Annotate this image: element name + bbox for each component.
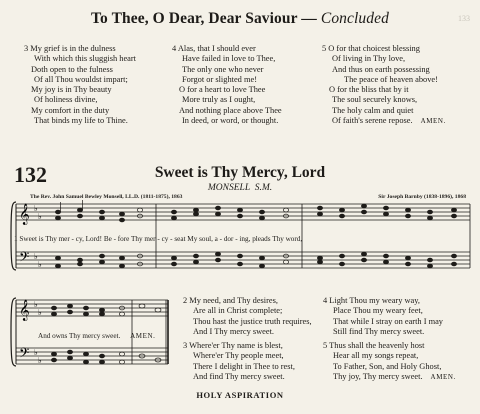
verse-line: The soul securely knows, xyxy=(332,95,418,105)
verse-line xyxy=(322,116,446,126)
verse-line: O for the bliss that by it xyxy=(329,85,409,95)
bass-clef-icon: 𝄢 xyxy=(19,251,30,268)
key-flat-icon: ♭ xyxy=(38,308,42,317)
verse-line: My grief is in the dulness xyxy=(30,44,116,53)
verse-line: Where'er Thy people meet, xyxy=(193,351,284,361)
verse-line: The holy calm and quiet xyxy=(332,105,414,115)
verse-line xyxy=(323,372,456,382)
tune-meter xyxy=(0,183,480,193)
hymn-stanza-3 xyxy=(183,341,295,382)
verse-line: My comfort in the duty xyxy=(31,105,110,115)
first-line-lyric: 1 Sweet is Thy mer - cy, Lord! Be - fore Thy mer - cy - seat My soul, a - dor - ing, pleads Thy word, xyxy=(14,235,303,243)
verse-line: Of all Thou wouldst impart; xyxy=(34,74,128,84)
verse-line: Forgot or slighted me! xyxy=(182,74,257,84)
verse-line: My need, and Thy desires, xyxy=(189,296,278,305)
bass-staff xyxy=(16,252,470,268)
verse-line: Have failed in love to Thee, xyxy=(182,54,276,64)
verse-line: With which this sluggish heart xyxy=(34,54,137,64)
page-title xyxy=(0,10,480,28)
key-flat-icon: ♭ xyxy=(34,252,38,261)
verse-line: Where'er Thy name is blest, xyxy=(189,341,283,350)
prev-stanza-3 xyxy=(24,44,136,126)
stanza-number: 3 xyxy=(183,341,188,350)
verse-line: To Father, Son, and Holy Ghost, xyxy=(333,361,442,371)
verse-line: O for that choicest blessing xyxy=(328,44,420,53)
verse-line: The only one who never xyxy=(182,64,264,74)
verse-line: My joy is in Thy beauty xyxy=(31,85,112,95)
treble-clef-icon: 𝄞 xyxy=(19,204,30,224)
stanza-number: 2 xyxy=(183,296,188,305)
amen-label: AMEN. xyxy=(130,332,156,340)
verse-line: That while I stray on earth I may xyxy=(333,316,443,326)
key-flat-icon: ♭ xyxy=(38,356,42,365)
verse-line: And find Thy mercy sweet. xyxy=(193,371,285,381)
treble-clef-icon: 𝄞 xyxy=(19,300,30,320)
verse-line: There I delight in Thee to rest, xyxy=(193,361,295,371)
verse-line: Thus shall the heavenly host xyxy=(329,341,425,350)
verse-line: Of holiness divine, xyxy=(34,95,98,105)
key-flat-icon: ♭ xyxy=(34,204,38,213)
composer-credit: Sir Joseph Barnby (1838-1896), 1868 xyxy=(378,194,466,200)
meter-label: S.M. xyxy=(254,183,273,193)
verse-line: Hear all my songs repeat, xyxy=(333,351,419,361)
verse-line: Of living in Thy love, xyxy=(332,54,406,64)
hymn-stanza-5 xyxy=(323,341,456,382)
tune-name: MONSELL xyxy=(207,183,250,193)
prev-stanza-5 xyxy=(322,44,446,126)
verse-line: Still find Thy mercy sweet. xyxy=(333,326,425,336)
hymn-title: Sweet is Thy Mercy, Lord xyxy=(154,164,326,181)
verse-line-text: Of faith's serene repose. xyxy=(332,116,413,126)
verse-line: The peace of heaven above! xyxy=(344,74,438,84)
hymn-stanza-2 xyxy=(183,296,312,337)
verse-line: And nothing place above Thee xyxy=(179,105,282,115)
stanza-number: 3 xyxy=(24,44,29,53)
key-flat-icon: ♭ xyxy=(38,212,42,221)
verse-line: Alas, that I should ever xyxy=(177,44,256,53)
key-flat-icon: ♭ xyxy=(34,348,38,357)
treble-staff xyxy=(16,204,470,220)
verse-line: Place Thou my weary feet, xyxy=(333,306,423,316)
stanza-number: 5 xyxy=(323,341,328,350)
verse-line: Thou hast the justice truth requires, xyxy=(193,316,312,326)
bass-clef-icon: 𝄢 xyxy=(19,347,30,364)
page-title-main: To Thee, O Dear, Dear Saviour — xyxy=(91,10,317,27)
second-line-text: And owns Thy mercy sweet. xyxy=(38,332,121,340)
key-flat-icon: ♭ xyxy=(38,260,42,269)
page-title-concluded: Concluded xyxy=(320,10,389,27)
amen-label: AMEN. xyxy=(420,117,446,126)
hymn-stanza-4 xyxy=(323,296,443,337)
author-credit: The Rev. John Samuel Bewley Monsell, LL.D. (1811-1875), 1863 xyxy=(30,194,183,200)
second-line-lyric xyxy=(38,332,155,340)
stanza-number: 4 xyxy=(323,296,328,305)
page-number: 133 xyxy=(458,14,470,23)
amen-label: AMEN. xyxy=(430,372,456,381)
verse-line: Are all in Christ complete; xyxy=(193,306,283,316)
verse-line-text: Thy joy, Thy mercy sweet. xyxy=(333,371,423,381)
key-flat-icon: ♭ xyxy=(34,300,38,309)
stanza-number: 5 xyxy=(322,44,327,53)
system-brace xyxy=(11,298,16,366)
verse-line: More truly as I ought, xyxy=(182,95,256,105)
prev-stanza-4 xyxy=(172,44,282,126)
verse-line: And thus on earth possessing xyxy=(332,64,430,74)
stanza-number: 4 xyxy=(172,44,177,53)
verse-line: That binds my life to Thine. xyxy=(34,116,128,126)
hymn-number: 132 xyxy=(14,162,47,187)
section-heading: HOLY ASPIRATION xyxy=(196,390,284,400)
verse-line: In deed, or word, or thought. xyxy=(182,116,279,126)
note-heads xyxy=(55,200,456,268)
verse-line: Light Thou my weary way, xyxy=(329,296,420,305)
verse-line: And I Thy mercy sweet. xyxy=(193,326,275,336)
verse-line: Doth open to the fulness xyxy=(31,64,113,74)
verse-line: O for a heart to love Thee xyxy=(179,85,266,95)
